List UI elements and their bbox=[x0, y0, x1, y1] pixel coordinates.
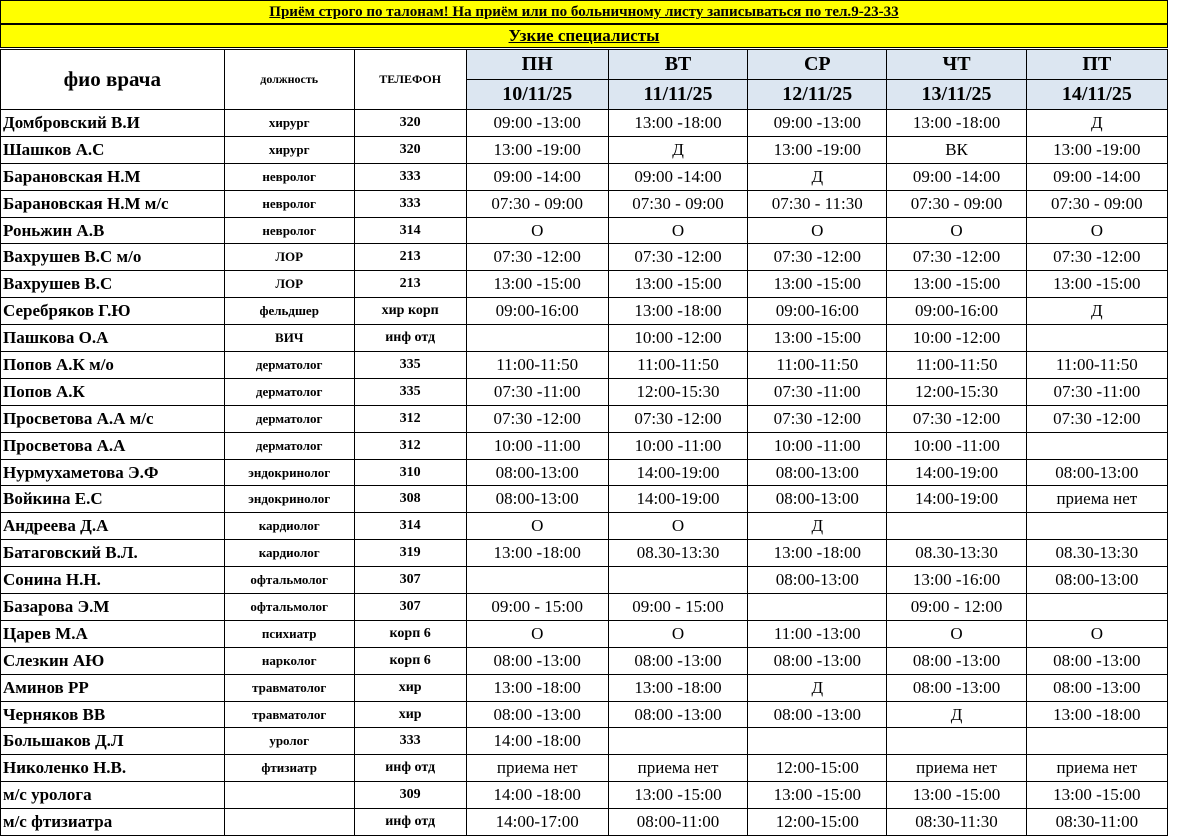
doctor-name: Барановская Н.М bbox=[1, 163, 225, 190]
schedule-cell: О bbox=[608, 620, 747, 647]
schedule-cell: Д bbox=[1026, 298, 1167, 325]
schedule-cell: приема нет bbox=[466, 755, 608, 782]
doctor-position: ЛОР bbox=[224, 244, 354, 271]
schedule-cell: 13:00 -18:00 bbox=[466, 540, 608, 567]
schedule-cell: Д bbox=[748, 513, 887, 540]
schedule-cell: 09:00 - 15:00 bbox=[466, 594, 608, 621]
schedule-cell: 13:00 -18:00 bbox=[608, 674, 747, 701]
schedule-cell: 14:00 -18:00 bbox=[466, 728, 608, 755]
schedule-cell: 13:00 -15:00 bbox=[748, 271, 887, 298]
schedule-cell bbox=[608, 567, 747, 594]
doctor-position: хирург bbox=[224, 110, 354, 137]
doctor-phone: 333 bbox=[354, 163, 466, 190]
doctor-position: фельдшер bbox=[224, 298, 354, 325]
doctor-phone: 307 bbox=[354, 567, 466, 594]
section-title: Узкие специалисты bbox=[0, 24, 1168, 48]
table-row bbox=[1, 432, 1168, 459]
schedule-cell bbox=[466, 325, 608, 352]
schedule-cell: 09:00 - 15:00 bbox=[608, 594, 747, 621]
doctor-position: офтальмолог bbox=[224, 567, 354, 594]
doctor-position: эндокринолог bbox=[224, 486, 354, 513]
doctor-position: хирург bbox=[224, 136, 354, 163]
doctor-phone: инф отд bbox=[354, 809, 466, 836]
table-row bbox=[1, 190, 1168, 217]
doctor-phone: 320 bbox=[354, 110, 466, 137]
schedule-cell: 07:30 - 11:30 bbox=[748, 190, 887, 217]
schedule-cell: О bbox=[1026, 620, 1167, 647]
doctor-name: Вахрушев В.С bbox=[1, 271, 225, 298]
table-row bbox=[1, 163, 1168, 190]
doctor-name: Нурмухаметова Э.Ф bbox=[1, 459, 225, 486]
day-header: ПН bbox=[466, 50, 608, 80]
schedule-cell: 08:00 -13:00 bbox=[1026, 674, 1167, 701]
doctor-phone: 213 bbox=[354, 271, 466, 298]
doctor-position: фтизиатр bbox=[224, 755, 354, 782]
schedule-cell: 07:30 -12:00 bbox=[466, 244, 608, 271]
schedule-cell: 14:00-19:00 bbox=[608, 459, 747, 486]
schedule-cell: 10:00 -12:00 bbox=[608, 325, 747, 352]
doctor-phone: 314 bbox=[354, 513, 466, 540]
schedule-cell: 12:00-15:00 bbox=[748, 809, 887, 836]
column-header-position: должность bbox=[224, 50, 354, 110]
schedule-cell: 14:00-19:00 bbox=[608, 486, 747, 513]
doctor-name: Роньжин А.В bbox=[1, 217, 225, 244]
table-row bbox=[1, 217, 1168, 244]
doctor-position: офтальмолог bbox=[224, 594, 354, 621]
schedule-cell: 08:00 -13:00 bbox=[466, 647, 608, 674]
doctor-phone: хир bbox=[354, 674, 466, 701]
schedule-cell: 07:30 -12:00 bbox=[748, 405, 887, 432]
table-row bbox=[1, 540, 1168, 567]
schedule-table bbox=[0, 49, 1168, 836]
doctor-position: невролог bbox=[224, 190, 354, 217]
schedule-cell: 13:00 -18:00 bbox=[466, 674, 608, 701]
schedule-cell: 07:30 - 09:00 bbox=[608, 190, 747, 217]
doctor-position: невролог bbox=[224, 217, 354, 244]
doctor-name: Андреева Д.А bbox=[1, 513, 225, 540]
schedule-cell: 07:30 - 09:00 bbox=[466, 190, 608, 217]
date-header: 13/11/25 bbox=[887, 80, 1026, 110]
schedule-cell: 07:30 -12:00 bbox=[466, 405, 608, 432]
schedule-cell: 08.30-13:30 bbox=[608, 540, 747, 567]
doctor-position: кардиолог bbox=[224, 540, 354, 567]
schedule-cell bbox=[1026, 728, 1167, 755]
schedule-cell: 14:00-17:00 bbox=[466, 809, 608, 836]
schedule-cell: О bbox=[608, 513, 747, 540]
schedule-cell: приема нет bbox=[608, 755, 747, 782]
schedule-cell: 08:00 -13:00 bbox=[1026, 647, 1167, 674]
schedule-cell: 08:00 -13:00 bbox=[748, 647, 887, 674]
doctor-phone: 312 bbox=[354, 432, 466, 459]
table-row bbox=[1, 325, 1168, 352]
schedule-cell: 13:00 -19:00 bbox=[748, 136, 887, 163]
schedule-cell: 09:00 -13:00 bbox=[748, 110, 887, 137]
doctor-phone: корп 6 bbox=[354, 620, 466, 647]
schedule-cell: О bbox=[466, 620, 608, 647]
schedule-cell: 07:30 -12:00 bbox=[1026, 405, 1167, 432]
table-row bbox=[1, 513, 1168, 540]
day-header: ПТ bbox=[1026, 50, 1167, 80]
schedule-cell: 12:00-15:00 bbox=[748, 755, 887, 782]
schedule-cell: 08:30-11:30 bbox=[887, 809, 1026, 836]
schedule-cell: 09:00-16:00 bbox=[748, 298, 887, 325]
doctor-position: ВИЧ bbox=[224, 325, 354, 352]
schedule-cell: 07:30 -12:00 bbox=[887, 244, 1026, 271]
doctor-name: Николенко Н.В. bbox=[1, 755, 225, 782]
table-row bbox=[1, 701, 1168, 728]
table-row bbox=[1, 594, 1168, 621]
doctor-name: Войкина Е.С bbox=[1, 486, 225, 513]
schedule-cell: 08:00 -13:00 bbox=[608, 647, 747, 674]
schedule-cell: 13:00 -18:00 bbox=[608, 110, 747, 137]
doctor-phone: инф отд bbox=[354, 325, 466, 352]
schedule-cell: 13:00 -15:00 bbox=[1026, 782, 1167, 809]
table-header bbox=[1, 50, 1168, 110]
schedule-cell: 08:00 -13:00 bbox=[466, 701, 608, 728]
doctor-phone: 312 bbox=[354, 405, 466, 432]
schedule-cell: 08:00-13:00 bbox=[1026, 459, 1167, 486]
doctor-position: травматолог bbox=[224, 701, 354, 728]
schedule-cell: 13:00 -15:00 bbox=[887, 271, 1026, 298]
schedule-cell: 09:00 -14:00 bbox=[1026, 163, 1167, 190]
table-row bbox=[1, 271, 1168, 298]
doctor-phone: хир bbox=[354, 701, 466, 728]
doctor-name: Сонина Н.Н. bbox=[1, 567, 225, 594]
schedule-cell: 14:00-19:00 bbox=[887, 459, 1026, 486]
doctor-name: Слезкин АЮ bbox=[1, 647, 225, 674]
schedule-cell: 09:00 - 12:00 bbox=[887, 594, 1026, 621]
table-row bbox=[1, 298, 1168, 325]
doctor-phone: 308 bbox=[354, 486, 466, 513]
schedule-cell bbox=[887, 513, 1026, 540]
schedule-cell: 14:00 -18:00 bbox=[466, 782, 608, 809]
doctor-position: ЛОР bbox=[224, 271, 354, 298]
schedule-cell bbox=[887, 728, 1026, 755]
schedule-cell: 13:00 -19:00 bbox=[1026, 136, 1167, 163]
schedule-cell: О bbox=[608, 217, 747, 244]
doctor-name: Большаков Д.Л bbox=[1, 728, 225, 755]
doctor-name: Черняков ВВ bbox=[1, 701, 225, 728]
schedule-cell: 07:30 - 09:00 bbox=[887, 190, 1026, 217]
schedule-cell bbox=[748, 728, 887, 755]
notice-banner bbox=[0, 0, 1168, 24]
doctor-name: Базарова Э.М bbox=[1, 594, 225, 621]
doctor-phone: 310 bbox=[354, 459, 466, 486]
schedule-cell: О bbox=[887, 217, 1026, 244]
schedule-cell: Д bbox=[608, 136, 747, 163]
table-row bbox=[1, 567, 1168, 594]
doctor-phone: 307 bbox=[354, 594, 466, 621]
schedule-cell: 09:00 -14:00 bbox=[608, 163, 747, 190]
doctor-phone: 335 bbox=[354, 378, 466, 405]
doctor-phone: 319 bbox=[354, 540, 466, 567]
column-header-name: фио врача bbox=[1, 50, 225, 110]
schedule-cell: 08:00 -13:00 bbox=[887, 674, 1026, 701]
date-header: 11/11/25 bbox=[608, 80, 747, 110]
doctor-name: Батаговский В.Л. bbox=[1, 540, 225, 567]
schedule-cell: 13:00 -15:00 bbox=[1026, 271, 1167, 298]
notice-text: Приём строго по талонам! На приём или по больничному листу записываться по тел. bbox=[269, 4, 852, 20]
schedule-cell: 13:00 -15:00 bbox=[748, 325, 887, 352]
doctor-phone: 314 bbox=[354, 217, 466, 244]
date-header: 10/11/25 bbox=[466, 80, 608, 110]
notice-phone: 9-23-33 bbox=[851, 4, 899, 20]
date-header: 14/11/25 bbox=[1026, 80, 1167, 110]
doctor-position: невролог bbox=[224, 163, 354, 190]
schedule-cell: 09:00-16:00 bbox=[887, 298, 1026, 325]
schedule-cell: Д bbox=[887, 701, 1026, 728]
schedule-cell: 13:00 -16:00 bbox=[887, 567, 1026, 594]
doctor-name: Барановская Н.М м/с bbox=[1, 190, 225, 217]
table-row bbox=[1, 620, 1168, 647]
schedule-cell: 09:00 -14:00 bbox=[887, 163, 1026, 190]
doctor-phone: 333 bbox=[354, 190, 466, 217]
schedule-cell: 12:00-15:30 bbox=[887, 378, 1026, 405]
schedule-cell: 13:00 -15:00 bbox=[608, 271, 747, 298]
schedule-cell: 08:00-13:00 bbox=[1026, 567, 1167, 594]
doctor-name: Царев М.А bbox=[1, 620, 225, 647]
schedule-cell: 08:00-13:00 bbox=[748, 459, 887, 486]
doctor-phone: инф отд bbox=[354, 755, 466, 782]
schedule-cell bbox=[466, 567, 608, 594]
schedule-cell: 08:00-13:00 bbox=[748, 486, 887, 513]
column-header-phone: ТЕЛЕФОН bbox=[354, 50, 466, 110]
schedule-cell: 12:00-15:30 bbox=[608, 378, 747, 405]
schedule-cell: 07:30 -12:00 bbox=[608, 405, 747, 432]
schedule-cell: приема нет bbox=[887, 755, 1026, 782]
doctor-phone: 320 bbox=[354, 136, 466, 163]
schedule-cell bbox=[608, 728, 747, 755]
schedule-cell: 13:00 -15:00 bbox=[466, 271, 608, 298]
schedule-cell: 09:00 -14:00 bbox=[466, 163, 608, 190]
schedule-cell: 07:30 - 09:00 bbox=[1026, 190, 1167, 217]
doctor-position: дерматолог bbox=[224, 405, 354, 432]
doctor-phone: 333 bbox=[354, 728, 466, 755]
doctor-position: дерматолог bbox=[224, 378, 354, 405]
schedule-cell: 11:00 -13:00 bbox=[748, 620, 887, 647]
schedule-cell: О bbox=[748, 217, 887, 244]
schedule-cell: 07:30 -12:00 bbox=[748, 244, 887, 271]
doctor-name: Попов А.К м/о bbox=[1, 352, 225, 379]
schedule-cell: 08:00 -13:00 bbox=[608, 701, 747, 728]
table-row bbox=[1, 674, 1168, 701]
schedule-cell: 08:00-13:00 bbox=[466, 486, 608, 513]
doctor-position: травматолог bbox=[224, 674, 354, 701]
schedule-cell: О bbox=[887, 620, 1026, 647]
schedule-cell: 08.30-13:30 bbox=[1026, 540, 1167, 567]
doctor-name: Домбровский В.И bbox=[1, 110, 225, 137]
doctor-phone: 213 bbox=[354, 244, 466, 271]
schedule-cell: 10:00 -12:00 bbox=[887, 325, 1026, 352]
doctor-position: кардиолог bbox=[224, 513, 354, 540]
schedule-cell: 07:30 -12:00 bbox=[1026, 244, 1167, 271]
date-header: 12/11/25 bbox=[748, 80, 887, 110]
schedule-cell: 09:00-16:00 bbox=[466, 298, 608, 325]
schedule-cell: 13:00 -19:00 bbox=[466, 136, 608, 163]
schedule-cell: 07:30 -12:00 bbox=[608, 244, 747, 271]
doctor-name: Пашкова О.А bbox=[1, 325, 225, 352]
table-row bbox=[1, 136, 1168, 163]
schedule-cell: 08:30-11:00 bbox=[1026, 809, 1167, 836]
doctor-position: уролог bbox=[224, 728, 354, 755]
doctor-name: м/с уролога bbox=[1, 782, 225, 809]
table-row bbox=[1, 728, 1168, 755]
doctor-phone: корп 6 bbox=[354, 647, 466, 674]
table-row bbox=[1, 755, 1168, 782]
schedule-cell: 13:00 -18:00 bbox=[608, 298, 747, 325]
schedule-cell: 13:00 -18:00 bbox=[1026, 701, 1167, 728]
table-row bbox=[1, 809, 1168, 836]
schedule-cell: 13:00 -18:00 bbox=[887, 110, 1026, 137]
doctor-position: нарколог bbox=[224, 647, 354, 674]
table-row bbox=[1, 378, 1168, 405]
schedule-cell bbox=[1026, 513, 1167, 540]
table-row bbox=[1, 352, 1168, 379]
schedule-cell: О bbox=[466, 513, 608, 540]
schedule-cell: 08:00-13:00 bbox=[748, 567, 887, 594]
doctor-position bbox=[224, 782, 354, 809]
schedule-cell: 10:00 -11:00 bbox=[887, 432, 1026, 459]
day-header: ЧТ bbox=[887, 50, 1026, 80]
schedule-cell: 11:00-11:50 bbox=[608, 352, 747, 379]
doctor-position: дерматолог bbox=[224, 432, 354, 459]
schedule-cell: 08:00 -13:00 bbox=[887, 647, 1026, 674]
doctor-position: дерматолог bbox=[224, 352, 354, 379]
schedule-cell: Д bbox=[748, 163, 887, 190]
day-header: ВТ bbox=[608, 50, 747, 80]
schedule-cell: 11:00-11:50 bbox=[466, 352, 608, 379]
table-row bbox=[1, 486, 1168, 513]
schedule-cell bbox=[1026, 594, 1167, 621]
schedule-cell: 08:00-13:00 bbox=[466, 459, 608, 486]
schedule-cell: 11:00-11:50 bbox=[1026, 352, 1167, 379]
doctor-position: психиатр bbox=[224, 620, 354, 647]
schedule-cell bbox=[748, 594, 887, 621]
schedule-cell: Д bbox=[1026, 110, 1167, 137]
schedule-cell: 11:00-11:50 bbox=[887, 352, 1026, 379]
schedule-cell: 10:00 -11:00 bbox=[466, 432, 608, 459]
schedule-cell: 11:00-11:50 bbox=[748, 352, 887, 379]
doctor-phone: 335 bbox=[354, 352, 466, 379]
schedule-cell: 07:30 -11:00 bbox=[1026, 378, 1167, 405]
doctor-position: эндокринолог bbox=[224, 459, 354, 486]
table-row bbox=[1, 110, 1168, 137]
schedule-cell: 13:00 -15:00 bbox=[748, 782, 887, 809]
doctor-name: Просветова А.А bbox=[1, 432, 225, 459]
schedule-cell: 09:00 -13:00 bbox=[466, 110, 608, 137]
table-row bbox=[1, 459, 1168, 486]
doctor-name: Аминов РР bbox=[1, 674, 225, 701]
doctor-phone: 309 bbox=[354, 782, 466, 809]
schedule-cell: 07:30 -11:00 bbox=[748, 378, 887, 405]
schedule-cell: ВК bbox=[887, 136, 1026, 163]
schedule-cell: 13:00 -15:00 bbox=[608, 782, 747, 809]
schedule-cell: 10:00 -11:00 bbox=[608, 432, 747, 459]
schedule-cell: 07:30 -12:00 bbox=[887, 405, 1026, 432]
doctor-phone: хир корп bbox=[354, 298, 466, 325]
schedule-cell: 08:00 -13:00 bbox=[748, 701, 887, 728]
schedule-cell bbox=[1026, 432, 1167, 459]
schedule-cell: приема нет bbox=[1026, 486, 1167, 513]
schedule-cell bbox=[1026, 325, 1167, 352]
schedule-cell: 08.30-13:30 bbox=[887, 540, 1026, 567]
table-row bbox=[1, 405, 1168, 432]
schedule-cell: 13:00 -18:00 bbox=[748, 540, 887, 567]
schedule-cell: приема нет bbox=[1026, 755, 1167, 782]
schedule-cell: О bbox=[1026, 217, 1167, 244]
table-row bbox=[1, 782, 1168, 809]
doctor-name: Шашков А.С bbox=[1, 136, 225, 163]
schedule-cell: 13:00 -15:00 bbox=[887, 782, 1026, 809]
schedule-cell: О bbox=[466, 217, 608, 244]
doctor-name: Серебряков Г.Ю bbox=[1, 298, 225, 325]
doctor-name: Попов А.К bbox=[1, 378, 225, 405]
doctor-name: м/с фтизиатра bbox=[1, 809, 225, 836]
table-body bbox=[1, 110, 1168, 836]
schedule-cell: 14:00-19:00 bbox=[887, 486, 1026, 513]
schedule-cell: 10:00 -11:00 bbox=[748, 432, 887, 459]
table-row bbox=[1, 244, 1168, 271]
doctor-name: Вахрушев В.С м/о bbox=[1, 244, 225, 271]
schedule-cell: Д bbox=[748, 674, 887, 701]
table-row bbox=[1, 647, 1168, 674]
doctor-position bbox=[224, 809, 354, 836]
schedule-cell: 07:30 -11:00 bbox=[466, 378, 608, 405]
day-header: СР bbox=[748, 50, 887, 80]
schedule-cell: 08:00-11:00 bbox=[608, 809, 747, 836]
doctor-name: Просветова А.А м/с bbox=[1, 405, 225, 432]
